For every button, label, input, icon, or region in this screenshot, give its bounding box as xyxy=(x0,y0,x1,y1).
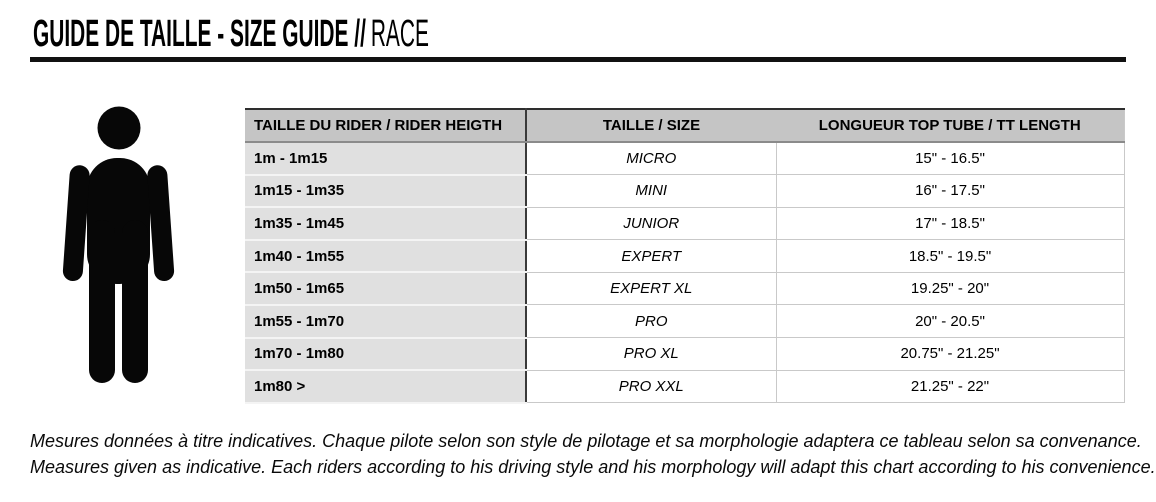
table-row xyxy=(245,338,1124,371)
cell-rider-height: 1m35 - 1m45 xyxy=(245,207,526,240)
footer-notes xyxy=(30,428,1156,480)
cell-tt-length: 16" - 17.5" xyxy=(776,175,1124,208)
table-header-row xyxy=(245,109,1124,142)
table-row xyxy=(245,272,1124,305)
title-underline-divider xyxy=(30,57,1126,62)
table-row xyxy=(245,305,1124,338)
footer-note-en: Measures given as indicative. Each riders according to his driving style and his morphology will adapt this chart according to his convenience. xyxy=(30,457,1156,477)
person-silhouette-icon xyxy=(62,100,218,390)
size-guide-table xyxy=(245,108,1125,404)
cell-size: PRO xyxy=(526,305,776,338)
table-row xyxy=(245,207,1124,240)
cell-tt-length: 20" - 20.5" xyxy=(776,305,1124,338)
table-row xyxy=(245,240,1124,273)
table-row xyxy=(245,175,1124,208)
page-title xyxy=(33,14,429,54)
page-title-main: GUIDE DE TAILLE - SIZE GUIDE // xyxy=(33,13,366,55)
cell-tt-length: 19.25" - 20" xyxy=(776,272,1124,305)
cell-size: EXPERT xyxy=(526,240,776,273)
cell-size: PRO XL xyxy=(526,338,776,371)
cell-rider-height: 1m - 1m15 xyxy=(245,142,526,175)
cell-rider-height: 1m50 - 1m65 xyxy=(245,272,526,305)
cell-tt-length: 17" - 18.5" xyxy=(776,207,1124,240)
cell-rider-height: 1m80 > xyxy=(245,370,526,403)
table-row xyxy=(245,370,1124,403)
cell-tt-length: 15" - 16.5" xyxy=(776,142,1124,175)
footer-note-fr: Mesures données à titre indicatives. Chaque pilote selon son style de pilotage et sa morphologie adaptera ce tableau selon sa convenance. xyxy=(30,431,1142,451)
table-row xyxy=(245,142,1124,175)
column-header-rider-height: TAILLE DU RIDER / RIDER HEIGTH xyxy=(245,109,526,142)
cell-tt-length: 18.5" - 19.5" xyxy=(776,240,1124,273)
column-header-tt-length: LONGUEUR TOP TUBE / TT LENGTH xyxy=(776,109,1124,142)
cell-rider-height: 1m15 - 1m35 xyxy=(245,175,526,208)
column-header-size: TAILLE / SIZE xyxy=(526,109,776,142)
cell-size: PRO XXL xyxy=(526,370,776,403)
cell-rider-height: 1m70 - 1m80 xyxy=(245,338,526,371)
cell-tt-length: 21.25" - 22" xyxy=(776,370,1124,403)
cell-size: MICRO xyxy=(526,142,776,175)
cell-rider-height: 1m55 - 1m70 xyxy=(245,305,526,338)
cell-size: EXPERT XL xyxy=(526,272,776,305)
cell-size: MINI xyxy=(526,175,776,208)
cell-size: JUNIOR xyxy=(526,207,776,240)
cell-tt-length: 20.75" - 21.25" xyxy=(776,338,1124,371)
page-title-category: RACE xyxy=(370,13,429,55)
cell-rider-height: 1m40 - 1m55 xyxy=(245,240,526,273)
